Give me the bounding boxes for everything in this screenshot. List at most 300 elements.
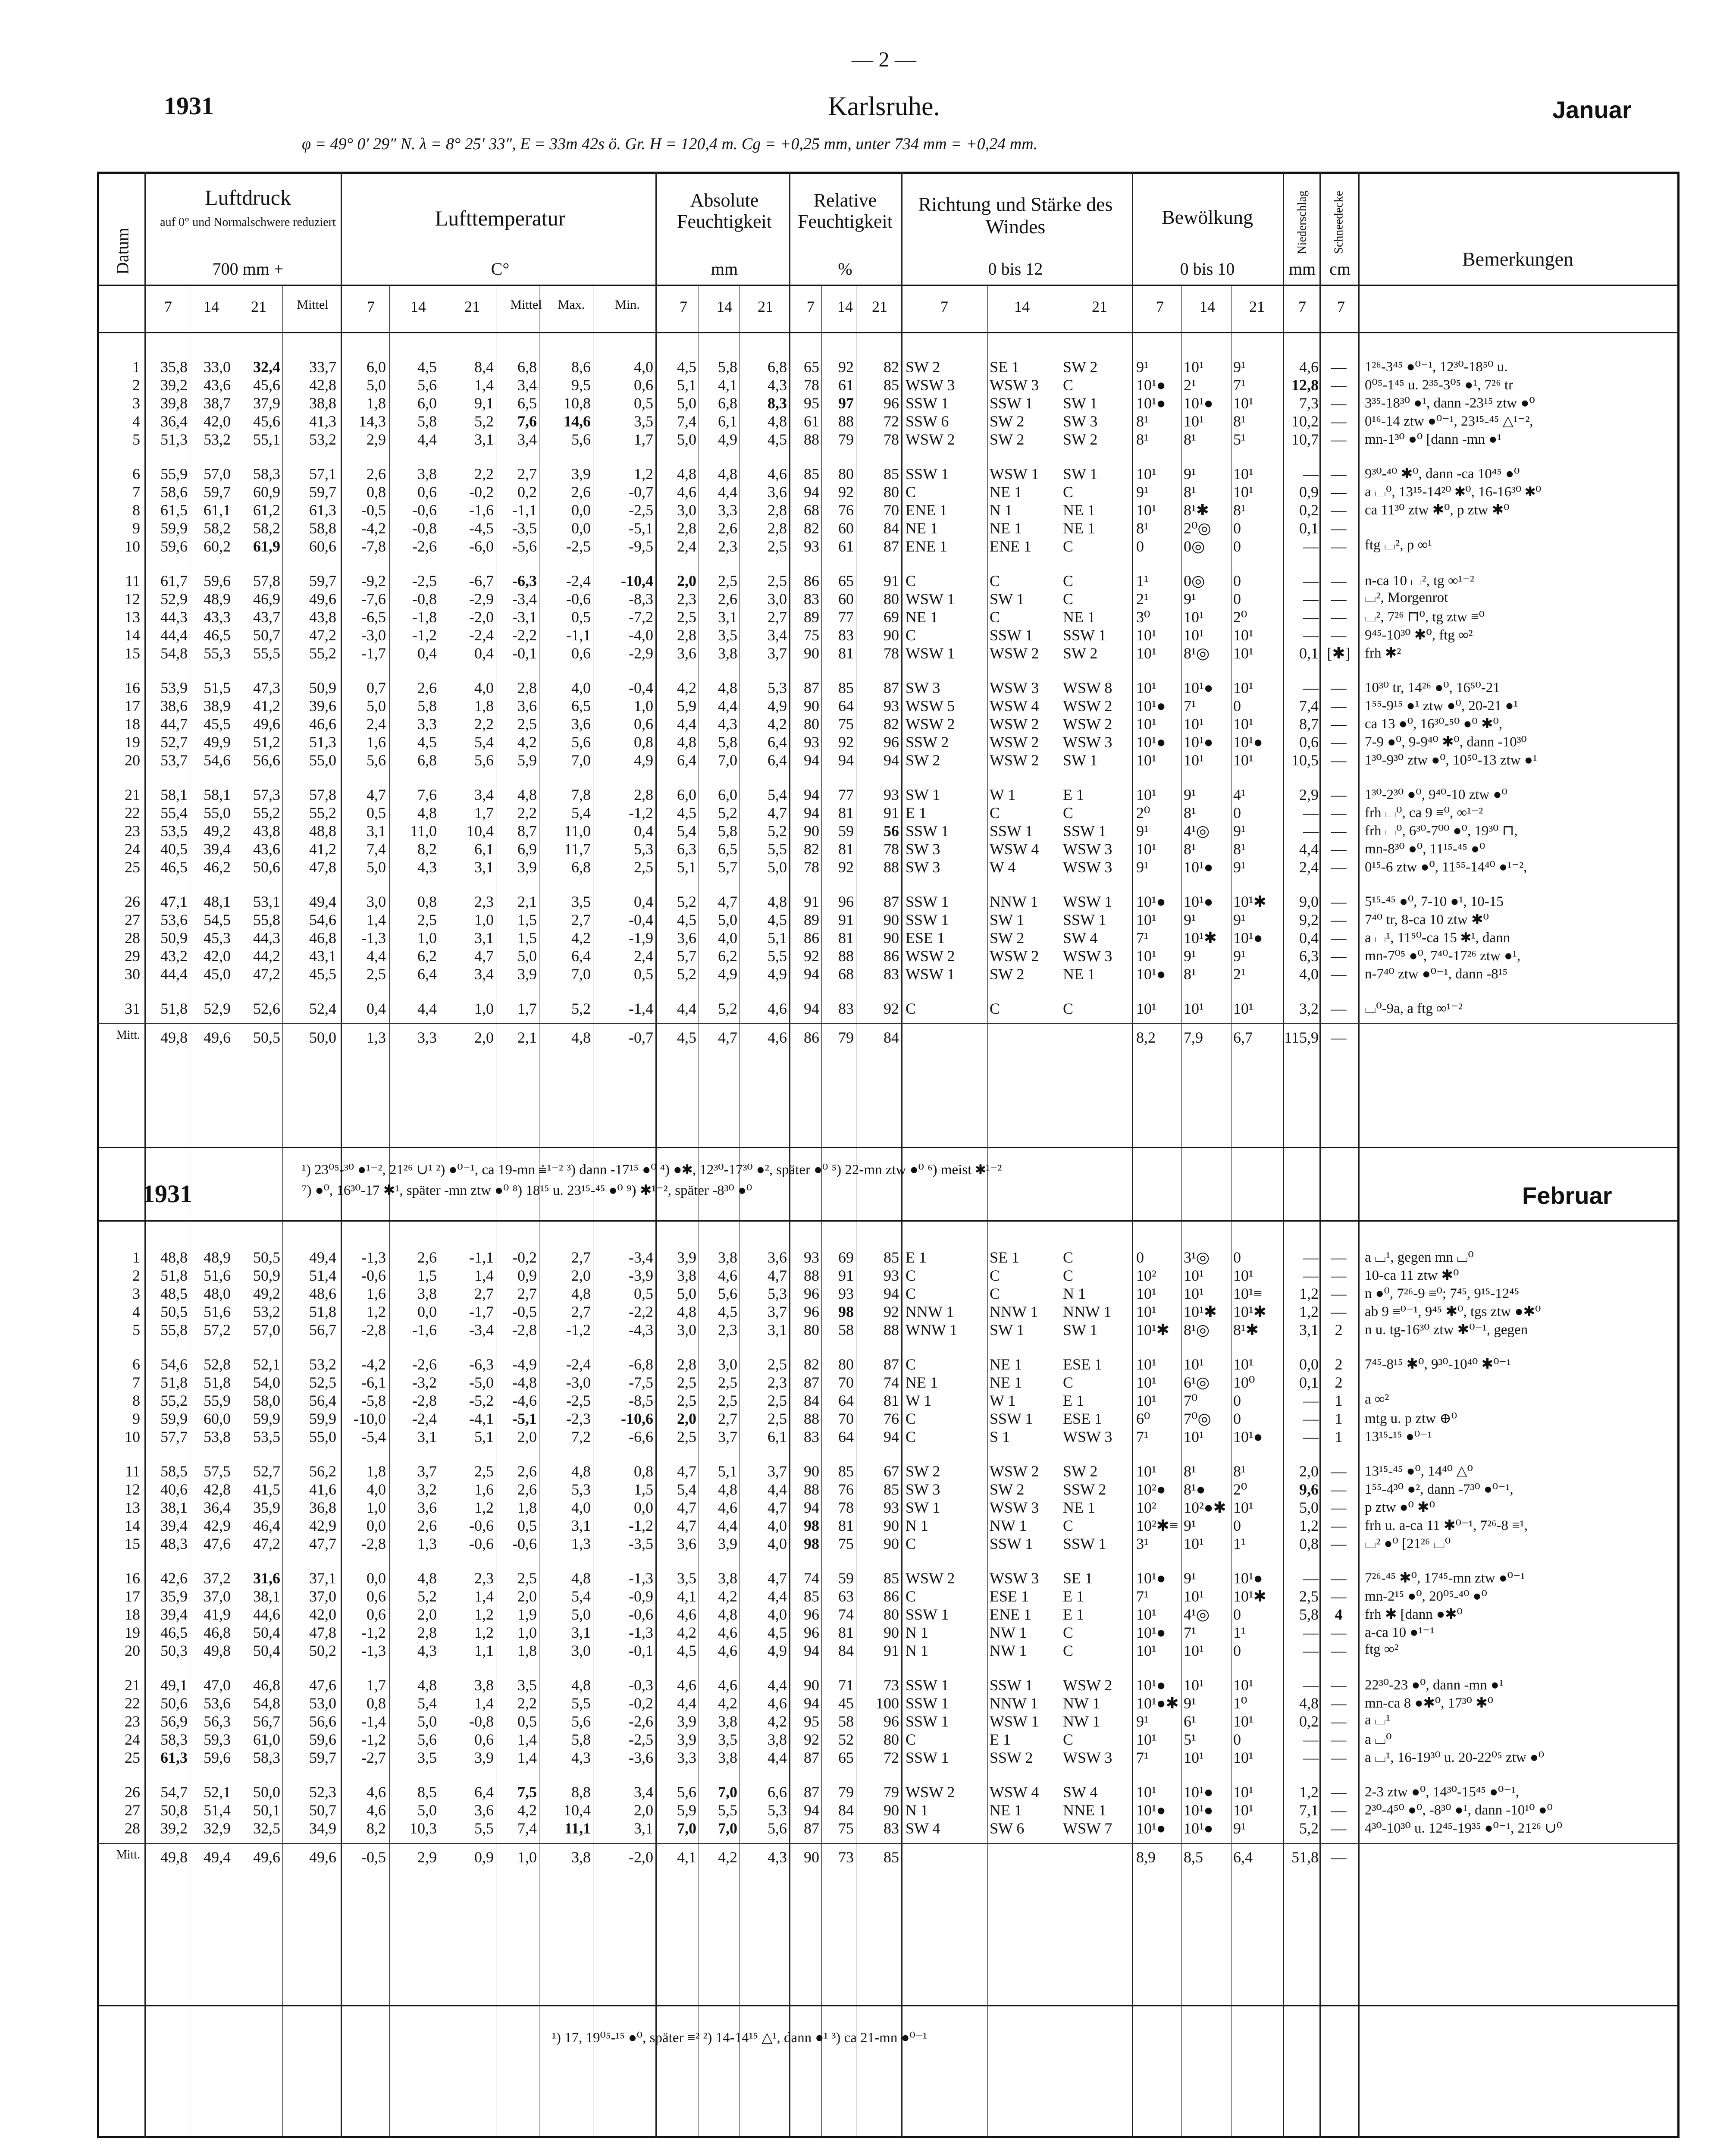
cell-a21: 2,5 bbox=[768, 572, 787, 589]
cell-w7: ESE 1 bbox=[906, 929, 945, 946]
cell-w14: SE 1 bbox=[990, 358, 1020, 376]
cell-w21: SSW 1 bbox=[1063, 822, 1106, 840]
cell-w7: C bbox=[906, 1588, 916, 1605]
cell-c21: 10¹ bbox=[1233, 465, 1253, 483]
cell-a7: 5,0 bbox=[677, 431, 696, 448]
cell-c14: 10¹ bbox=[1184, 1267, 1204, 1284]
cell-s: 2 bbox=[1335, 1356, 1343, 1373]
sub-n7: 7 bbox=[1298, 298, 1306, 315]
cell-w7: C bbox=[906, 1731, 916, 1748]
cell-t21: 1,4 bbox=[474, 1267, 494, 1284]
cell-r7: 89 bbox=[804, 608, 819, 626]
cell-w14: SW 2 bbox=[990, 929, 1025, 946]
sub-s7: 7 bbox=[1337, 298, 1345, 315]
cell-a7: 3,6 bbox=[677, 1535, 696, 1552]
cell-tmax: 3,9 bbox=[571, 465, 591, 483]
cell-r7: 90 bbox=[804, 822, 819, 840]
cell-c7: 10¹● bbox=[1136, 733, 1166, 751]
cell-tm: 2,5 bbox=[517, 715, 537, 733]
cell-a7: 4,4 bbox=[677, 1695, 696, 1712]
cell-tmax: 0,0 bbox=[571, 520, 591, 537]
cell-p7: 54,8 bbox=[160, 645, 188, 662]
cell-n: — bbox=[1303, 590, 1319, 608]
cell-t21: -2,4 bbox=[469, 627, 494, 644]
mean-cell-tmax: 3,8 bbox=[571, 1849, 591, 1866]
cell-a21: 6,8 bbox=[768, 358, 787, 376]
cell-remark: 1⁵⁵-4³⁰ ●², dann -7³⁰ ●⁰⁻¹, bbox=[1365, 1482, 1514, 1497]
table-row bbox=[0, 1285, 1582, 1302]
cell-r21: 96 bbox=[884, 395, 899, 412]
section-rule bbox=[97, 2005, 1680, 2006]
cell-w21: WSW 2 bbox=[1063, 715, 1112, 733]
cell-p7: 58,5 bbox=[160, 1463, 188, 1480]
cell-a7: 5,0 bbox=[677, 1285, 696, 1302]
cell-pm: 52,3 bbox=[309, 1783, 336, 1801]
cell-w21: E 1 bbox=[1063, 1392, 1084, 1409]
cell-c7: 10¹ bbox=[1136, 465, 1156, 483]
cell-tmax: 5,6 bbox=[571, 1713, 591, 1730]
cell-p21: 52,1 bbox=[253, 1356, 280, 1373]
cell-n: 9,2 bbox=[1299, 911, 1319, 928]
cell-c14: 2¹ bbox=[1184, 376, 1196, 394]
cell-r7: 95 bbox=[804, 395, 819, 412]
cell-w14: N 1 bbox=[990, 501, 1012, 519]
cell-w14: C bbox=[990, 1000, 1000, 1017]
cell-n: — bbox=[1303, 1624, 1319, 1641]
cell-t21: 4,7 bbox=[474, 947, 494, 965]
cell-a7: 7,4 bbox=[677, 413, 696, 430]
cell-c21: 10¹ bbox=[1233, 715, 1253, 733]
cell-c21: 8¹ bbox=[1233, 1463, 1246, 1480]
cell-t14: 4,5 bbox=[417, 733, 437, 751]
cell-a21: 2,8 bbox=[768, 520, 787, 537]
cell-t21: 1,0 bbox=[474, 911, 494, 928]
section-rule bbox=[97, 1147, 1680, 1148]
cell-r7: 95 bbox=[804, 1713, 819, 1730]
cell-a7: 3,9 bbox=[677, 1713, 696, 1730]
cell-w7: E 1 bbox=[906, 1249, 927, 1266]
cell-p14: 42,0 bbox=[204, 947, 231, 965]
cell-p7: 36,4 bbox=[160, 413, 188, 430]
cell-d: 7 bbox=[132, 483, 140, 501]
cell-d: 9 bbox=[132, 1410, 140, 1427]
cell-r14: 81 bbox=[838, 804, 854, 821]
col-lufttemperatur: Lufttemperatur bbox=[435, 206, 566, 230]
cell-n: 7,1 bbox=[1299, 1802, 1319, 1819]
cell-w14: WSW 3 bbox=[990, 679, 1039, 696]
cell-w7: E 1 bbox=[906, 804, 927, 821]
cell-t14: 8,5 bbox=[417, 1783, 437, 1801]
cell-s: — bbox=[1331, 1303, 1347, 1320]
cell-t21: 1,4 bbox=[474, 376, 494, 394]
cell-r7: 83 bbox=[804, 1428, 819, 1445]
cell-w7: WSW 5 bbox=[906, 697, 955, 714]
cell-c14: 10¹ bbox=[1184, 1285, 1204, 1302]
cell-r21: 74 bbox=[884, 1374, 899, 1391]
cell-t21: 3,6 bbox=[474, 1802, 494, 1819]
cell-a7: 3,9 bbox=[677, 1249, 696, 1266]
cell-r21: 78 bbox=[884, 840, 899, 858]
cell-p14: 41,9 bbox=[204, 1606, 231, 1623]
cell-p14: 57,5 bbox=[204, 1463, 231, 1480]
col-luftdruck-unit: 700 mm + bbox=[212, 259, 284, 279]
cell-a14: 2,5 bbox=[718, 1374, 737, 1391]
table-row bbox=[0, 608, 1582, 625]
cell-c7: 10² bbox=[1136, 1267, 1156, 1284]
cell-c21: 10¹ bbox=[1233, 679, 1253, 696]
mean-cell-c7: 8,9 bbox=[1136, 1849, 1156, 1866]
cell-tm: 2,7 bbox=[517, 1285, 537, 1302]
cell-t14: 5,0 bbox=[417, 1802, 437, 1819]
cell-d: 15 bbox=[125, 1535, 140, 1552]
cell-c21: 10¹ bbox=[1233, 1267, 1253, 1284]
cell-c21: 10¹ bbox=[1233, 1802, 1253, 1819]
cell-a7: 2,5 bbox=[677, 1374, 696, 1391]
cell-r7: 94 bbox=[804, 965, 819, 983]
cell-a14: 4,7 bbox=[718, 893, 737, 910]
cell-p21: 60,9 bbox=[253, 483, 280, 501]
cell-a7: 6,4 bbox=[677, 752, 696, 769]
sub-a7: 7 bbox=[680, 298, 687, 315]
header-rule bbox=[97, 332, 1680, 333]
cell-n: 0,2 bbox=[1299, 1713, 1319, 1730]
cell-t7: 1,6 bbox=[367, 733, 386, 751]
cell-p7: 51,8 bbox=[160, 1000, 188, 1017]
cell-tmax: 7,0 bbox=[571, 752, 591, 769]
cell-p21: 61,0 bbox=[253, 1731, 280, 1748]
cell-c21: 10¹ bbox=[1233, 1356, 1253, 1373]
sub-c14: 14 bbox=[1200, 298, 1215, 315]
cell-w21: ESE 1 bbox=[1063, 1356, 1103, 1373]
cell-tmin: -0,9 bbox=[629, 1588, 653, 1605]
cell-n: 10,2 bbox=[1291, 413, 1319, 430]
cell-a21: 4,7 bbox=[768, 1267, 787, 1284]
table-row bbox=[0, 501, 1582, 518]
cell-c21: 0 bbox=[1233, 1606, 1241, 1623]
cell-s: — bbox=[1331, 572, 1347, 589]
cell-w14: SW 6 bbox=[990, 1820, 1025, 1837]
mean-rule bbox=[97, 1023, 1680, 1024]
cell-p14: 58,1 bbox=[204, 786, 231, 803]
cell-a21: 2,7 bbox=[768, 608, 787, 626]
cell-p14: 61,1 bbox=[204, 501, 231, 519]
cell-p14: 45,3 bbox=[204, 929, 231, 946]
cell-w21: SW 1 bbox=[1063, 752, 1098, 769]
cell-tmax: 0,6 bbox=[571, 645, 591, 662]
table-row bbox=[0, 1605, 1582, 1623]
cell-t7: -6,1 bbox=[361, 1374, 386, 1391]
cell-tm: -3,1 bbox=[512, 608, 537, 626]
cell-n: — bbox=[1303, 627, 1319, 644]
cell-c14: 8¹ bbox=[1184, 840, 1196, 858]
cell-n: 3,2 bbox=[1299, 1000, 1319, 1017]
cell-n: 2,9 bbox=[1299, 786, 1319, 803]
sub-r21: 21 bbox=[872, 298, 887, 315]
cell-w14: SW 2 bbox=[990, 413, 1025, 430]
cell-c21: 8¹ bbox=[1233, 501, 1246, 519]
cell-a21: 3,6 bbox=[768, 1249, 787, 1266]
table-row bbox=[0, 1410, 1582, 1427]
cell-t7: -3,0 bbox=[361, 627, 386, 644]
cell-tmin: 0,0 bbox=[634, 1499, 653, 1516]
cell-tm: 1,4 bbox=[517, 1731, 537, 1748]
cell-a21: 6,6 bbox=[768, 1783, 787, 1801]
cell-w7: C bbox=[906, 572, 916, 589]
cell-d: 5 bbox=[132, 1321, 140, 1338]
cell-remark: frh ⌴⁰, 6³⁰-7⁰⁰ ●⁰, 19³⁰ ⊓, bbox=[1365, 823, 1518, 839]
cell-r21: 84 bbox=[884, 520, 899, 537]
cell-t21: -0,2 bbox=[469, 483, 494, 501]
cell-tmax: 4,8 bbox=[571, 1285, 591, 1302]
cell-t21: 2,5 bbox=[474, 1463, 494, 1480]
mean-cell-r21: 85 bbox=[884, 1849, 899, 1866]
cell-s: — bbox=[1331, 840, 1347, 858]
cell-c21: 7¹ bbox=[1233, 376, 1246, 394]
cell-tmin: -6,8 bbox=[629, 1356, 653, 1373]
cell-t7: -1,4 bbox=[361, 1713, 386, 1730]
cell-pm: 57,8 bbox=[309, 786, 336, 803]
cell-t21: -1,1 bbox=[469, 1249, 494, 1266]
cell-a14: 4,6 bbox=[718, 1642, 737, 1659]
cell-r14: 71 bbox=[838, 1677, 854, 1694]
cell-r7: 68 bbox=[804, 501, 819, 519]
cell-tmin: -2,5 bbox=[629, 501, 653, 519]
table-row bbox=[0, 1321, 1582, 1338]
cell-remark: 0¹⁵-6 ztw ●⁰, 11⁵⁵-14⁴⁰ ●¹⁻², bbox=[1365, 859, 1527, 875]
cell-t21: 1,6 bbox=[474, 1481, 494, 1498]
cell-tmax: -0,6 bbox=[566, 590, 591, 608]
cell-p14: 38,9 bbox=[204, 697, 231, 714]
cell-p21: 31,6 bbox=[253, 1570, 280, 1587]
cell-c14: 8¹◎ bbox=[1184, 645, 1210, 662]
cell-c7: 10¹ bbox=[1136, 786, 1156, 803]
cell-a14: 3,8 bbox=[718, 645, 737, 662]
cell-c21: 8¹✱ bbox=[1233, 1321, 1259, 1338]
cell-p21: 32,4 bbox=[253, 358, 280, 376]
cell-p14: 39,4 bbox=[204, 840, 231, 858]
cell-a7: 2,0 bbox=[677, 572, 696, 589]
cell-c14: 8¹ bbox=[1184, 1463, 1196, 1480]
cell-c14: 0◎ bbox=[1184, 572, 1205, 589]
cell-tmax: 5,5 bbox=[571, 1695, 591, 1712]
cell-p14: 38,7 bbox=[204, 395, 231, 412]
cell-remark: ⌴², 7²⁶ ⊓⁰, tg ztw ≡⁰ bbox=[1365, 609, 1485, 625]
cell-tmin: 2,0 bbox=[634, 1802, 653, 1819]
cell-t21: 1,7 bbox=[474, 804, 494, 821]
cell-r14: 96 bbox=[838, 893, 854, 910]
cell-tmax: -1,2 bbox=[566, 1321, 591, 1338]
cell-n: — bbox=[1303, 679, 1319, 696]
cell-p7: 35,8 bbox=[160, 358, 188, 376]
cell-t14: 5,8 bbox=[417, 697, 437, 714]
cell-s: — bbox=[1331, 358, 1347, 376]
cell-r21: 85 bbox=[884, 1570, 899, 1587]
cell-n: — bbox=[1303, 1749, 1319, 1766]
cell-t7: 2,4 bbox=[367, 715, 386, 733]
cell-tmin: -1,3 bbox=[629, 1624, 653, 1641]
cell-p7: 49,1 bbox=[160, 1677, 188, 1694]
cell-p14: 42,9 bbox=[204, 1517, 231, 1534]
cell-p14: 46,2 bbox=[204, 859, 231, 876]
cell-s: — bbox=[1331, 1481, 1347, 1498]
cell-tmax: 3,5 bbox=[571, 893, 591, 910]
cell-a14: 7,0 bbox=[718, 1820, 737, 1837]
sub-c21: 21 bbox=[1249, 298, 1265, 315]
cell-a21: 5,5 bbox=[768, 840, 787, 858]
cell-t14: 0,8 bbox=[417, 893, 437, 910]
cell-t14: 2,6 bbox=[417, 679, 437, 696]
cell-tm: 6,5 bbox=[517, 395, 537, 412]
cell-t7: 0,0 bbox=[367, 1517, 386, 1534]
cell-r7: 96 bbox=[804, 1303, 819, 1320]
cell-a7: 4,5 bbox=[677, 804, 696, 821]
cell-a7: 7,0 bbox=[677, 1820, 696, 1837]
cell-c21: 5¹ bbox=[1233, 431, 1246, 448]
cell-tmin: -0,7 bbox=[629, 483, 653, 501]
cell-c7: 1¹ bbox=[1136, 572, 1149, 589]
cell-a14: 4,8 bbox=[718, 465, 737, 483]
cell-p7: 44,4 bbox=[160, 965, 188, 983]
cell-pm: 37,1 bbox=[309, 1570, 336, 1587]
cell-p14: 57,0 bbox=[204, 465, 231, 483]
sub-r7: 7 bbox=[807, 298, 815, 315]
cell-w7: SW 2 bbox=[906, 1463, 940, 1480]
cell-c7: 10¹ bbox=[1136, 1392, 1156, 1409]
cell-tm: 1,4 bbox=[517, 1749, 537, 1766]
cell-tmin: -10,6 bbox=[621, 1410, 653, 1427]
cell-tmin: -3,6 bbox=[629, 1749, 653, 1766]
cell-remark: 22³⁰-23 ●⁰, dann -mn ●¹ bbox=[1365, 1677, 1504, 1693]
cell-c7: 10¹● bbox=[1136, 1677, 1166, 1694]
mean-cell-d: Mitt. bbox=[116, 1028, 140, 1042]
cell-s: 2 bbox=[1335, 1321, 1343, 1338]
cell-t7: 1,2 bbox=[367, 1303, 386, 1320]
cell-t14: 4,5 bbox=[417, 358, 437, 376]
cell-remark: ftg ∞² bbox=[1365, 1642, 1399, 1657]
cell-t7: 3,1 bbox=[367, 822, 386, 840]
cell-t14: 8,2 bbox=[417, 840, 437, 858]
cell-s: — bbox=[1331, 1802, 1347, 1819]
cell-w7: WNW 1 bbox=[906, 1321, 958, 1338]
cell-w21: WSW 3 bbox=[1063, 840, 1112, 858]
cell-a21: 4,0 bbox=[768, 1517, 787, 1534]
cell-r7: 82 bbox=[804, 1356, 819, 1373]
cell-s: — bbox=[1331, 1749, 1347, 1766]
cell-t7: 0,8 bbox=[367, 1695, 386, 1712]
cell-a21: 4,9 bbox=[768, 697, 787, 714]
cell-tm: -5,1 bbox=[512, 1410, 537, 1427]
cell-t21: 1,0 bbox=[474, 1000, 494, 1017]
cell-r14: 83 bbox=[838, 1000, 854, 1017]
cell-tmin: -1,2 bbox=[629, 1517, 653, 1534]
cell-r21: 87 bbox=[884, 679, 899, 696]
cell-w21: NE 1 bbox=[1063, 1499, 1095, 1516]
cell-p7: 53,5 bbox=[160, 822, 188, 840]
cell-p7: 44,7 bbox=[160, 715, 188, 733]
cell-p14: 58,2 bbox=[204, 520, 231, 537]
cell-c21: 10¹≡ bbox=[1233, 1285, 1263, 1302]
cell-remark: ca 13 ●⁰, 16³⁰-⁵⁰ ●⁰ ✱⁰, bbox=[1365, 716, 1503, 732]
cell-w7: WSW 1 bbox=[906, 645, 955, 662]
cell-remark: 13¹⁵-¹⁵ ●⁰⁻¹ bbox=[1365, 1429, 1432, 1445]
cell-r14: 91 bbox=[838, 1267, 854, 1284]
cell-remark: 7⁴⁵-8¹⁵ ✱⁰, 9³⁰-10⁴⁰ ✱⁰⁻¹ bbox=[1365, 1357, 1511, 1372]
mean-row bbox=[0, 1028, 1582, 1046]
cell-r14: 78 bbox=[838, 1499, 854, 1516]
cell-n: 2,4 bbox=[1299, 859, 1319, 876]
cell-c7: 7¹ bbox=[1136, 929, 1149, 946]
cell-a21: 4,0 bbox=[768, 1535, 787, 1552]
cell-a7: 4,2 bbox=[677, 1624, 696, 1641]
cell-r14: 75 bbox=[838, 1820, 854, 1837]
cell-p7: 39,2 bbox=[160, 1820, 188, 1837]
cell-tm: -0,2 bbox=[512, 1249, 537, 1266]
cell-s: — bbox=[1331, 431, 1347, 448]
cell-r21: 72 bbox=[884, 413, 899, 430]
cell-p21: 53,1 bbox=[253, 893, 280, 910]
cell-t14: -3,2 bbox=[412, 1374, 437, 1391]
cell-remark: 0¹⁶-14 ztw ●⁰⁻¹, 23¹⁵-⁴⁵ △¹⁻², bbox=[1365, 414, 1533, 429]
cell-r14: 88 bbox=[838, 413, 854, 430]
cell-tmin: -7,2 bbox=[629, 608, 653, 626]
cell-s: — bbox=[1331, 752, 1347, 769]
mean-cell-tmin: -0,7 bbox=[629, 1029, 653, 1046]
cell-tmax: 5,6 bbox=[571, 431, 591, 448]
table-row bbox=[0, 1783, 1582, 1800]
cell-tm: 2,0 bbox=[517, 1428, 537, 1445]
cell-tmin: 0,6 bbox=[634, 376, 653, 394]
cell-d: 6 bbox=[132, 465, 140, 483]
cell-w14: SSW 1 bbox=[990, 1677, 1033, 1694]
cell-n: 0,8 bbox=[1299, 1535, 1319, 1552]
cell-pm: 58,8 bbox=[309, 520, 336, 537]
cell-s: — bbox=[1331, 1642, 1347, 1659]
cell-r7: 94 bbox=[804, 1000, 819, 1017]
cell-c7: 9¹ bbox=[1136, 358, 1149, 376]
cell-d: 3 bbox=[132, 1285, 140, 1302]
cell-r21: 93 bbox=[884, 1267, 899, 1284]
cell-r21: 90 bbox=[884, 911, 899, 928]
cell-tmax: 5,0 bbox=[571, 1606, 591, 1623]
cell-c14: 9¹ bbox=[1184, 1695, 1196, 1712]
cell-remark: mn-7⁰⁵ ●⁰, 7⁴⁰-17²⁶ ztw ●¹, bbox=[1365, 948, 1521, 964]
cell-c7: 10¹ bbox=[1136, 1356, 1156, 1373]
cell-t21: 3,1 bbox=[474, 929, 494, 946]
cell-w7: WSW 3 bbox=[906, 376, 955, 394]
col-bewoelkung: Bewölkung bbox=[1161, 206, 1253, 228]
cell-t7: 7,4 bbox=[367, 840, 386, 858]
cell-tm: 2,2 bbox=[517, 804, 537, 821]
cell-p7: 53,7 bbox=[160, 752, 188, 769]
cell-r7: 88 bbox=[804, 1481, 819, 1498]
mean-cell-d: Mitt. bbox=[116, 1848, 140, 1861]
cell-c7: 10¹ bbox=[1136, 1731, 1156, 1748]
station-coordinates: φ = 49° 0′ 29″ N. λ = 8° 25′ 33″, E = 33m 42s ö. Gr. H = 120,4 m. Cg = +0,25 mm, unter 734 mm = +0,24 mm. bbox=[302, 135, 1038, 153]
cell-t14: 5,6 bbox=[417, 376, 437, 394]
cell-p21: 57,0 bbox=[253, 1321, 280, 1338]
cell-s: — bbox=[1331, 1463, 1347, 1480]
cell-r21: 76 bbox=[884, 1410, 899, 1427]
cell-pm: 53,0 bbox=[309, 1695, 336, 1712]
cell-c21: 10¹ bbox=[1233, 1000, 1253, 1017]
table-row bbox=[0, 822, 1582, 839]
cell-p21: 43,7 bbox=[253, 608, 280, 626]
cell-r14: 80 bbox=[838, 1356, 854, 1373]
table-row bbox=[0, 947, 1582, 964]
cell-tm: 3,9 bbox=[517, 965, 537, 983]
cell-w21: E 1 bbox=[1063, 1588, 1084, 1605]
cell-w7: SW 1 bbox=[906, 1499, 940, 1516]
